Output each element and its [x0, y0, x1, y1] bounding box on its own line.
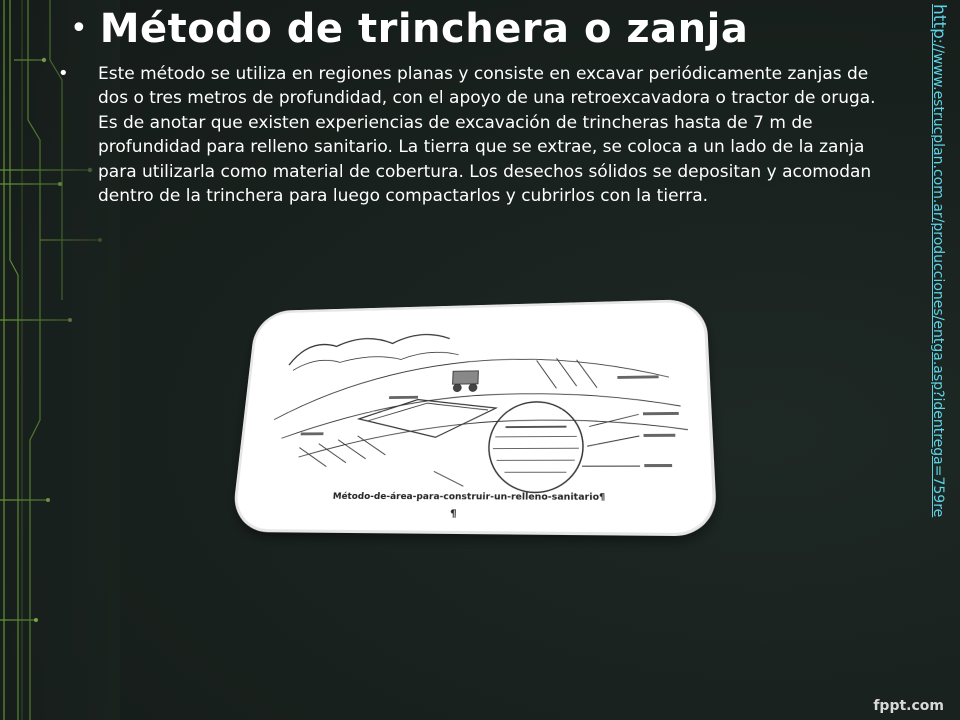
source-link-prefix: http	[929, 4, 949, 39]
body-bullet: •	[58, 63, 69, 84]
figure-caption-mark: ¶	[449, 508, 457, 520]
body-paragraph: Este método se utiliza en regiones planas y consiste en excavar periódicamente zanjas de dos o tres metros de profundidad, con el apoyo de una retroexcavadora o tractor de oruga. Es de anotar que existen experiencias de excavación de trincheras hasta de 7 m de profundidad para relleno sanitario. La tierra que se extrae, se coloca a un lado de la zanja para utilizarla como material de cobertura. Los desechos sólidos se depositan y acomodan dentro de la trinchera para luego compactarlos y cubrirlos con la tierra.	[98, 64, 876, 207]
figure-card	[234, 302, 715, 534]
source-link[interactable]	[929, 4, 948, 517]
title-bullet: •	[70, 11, 88, 46]
body-row	[58, 62, 888, 208]
figure	[222, 290, 722, 550]
brand-logo-text: fppt.com	[873, 698, 944, 714]
source-link-text: ://www.estrucplan.com.ar/producciones/entga.asp?identrega=759re	[930, 38, 946, 518]
slide-title: Método de trinchera o zanja	[99, 6, 749, 52]
figure-caption: Método-de-área-para-construir-un-relleno-sanitario¶	[332, 491, 606, 503]
source-link-container	[900, 4, 950, 518]
title-row	[70, 6, 748, 52]
